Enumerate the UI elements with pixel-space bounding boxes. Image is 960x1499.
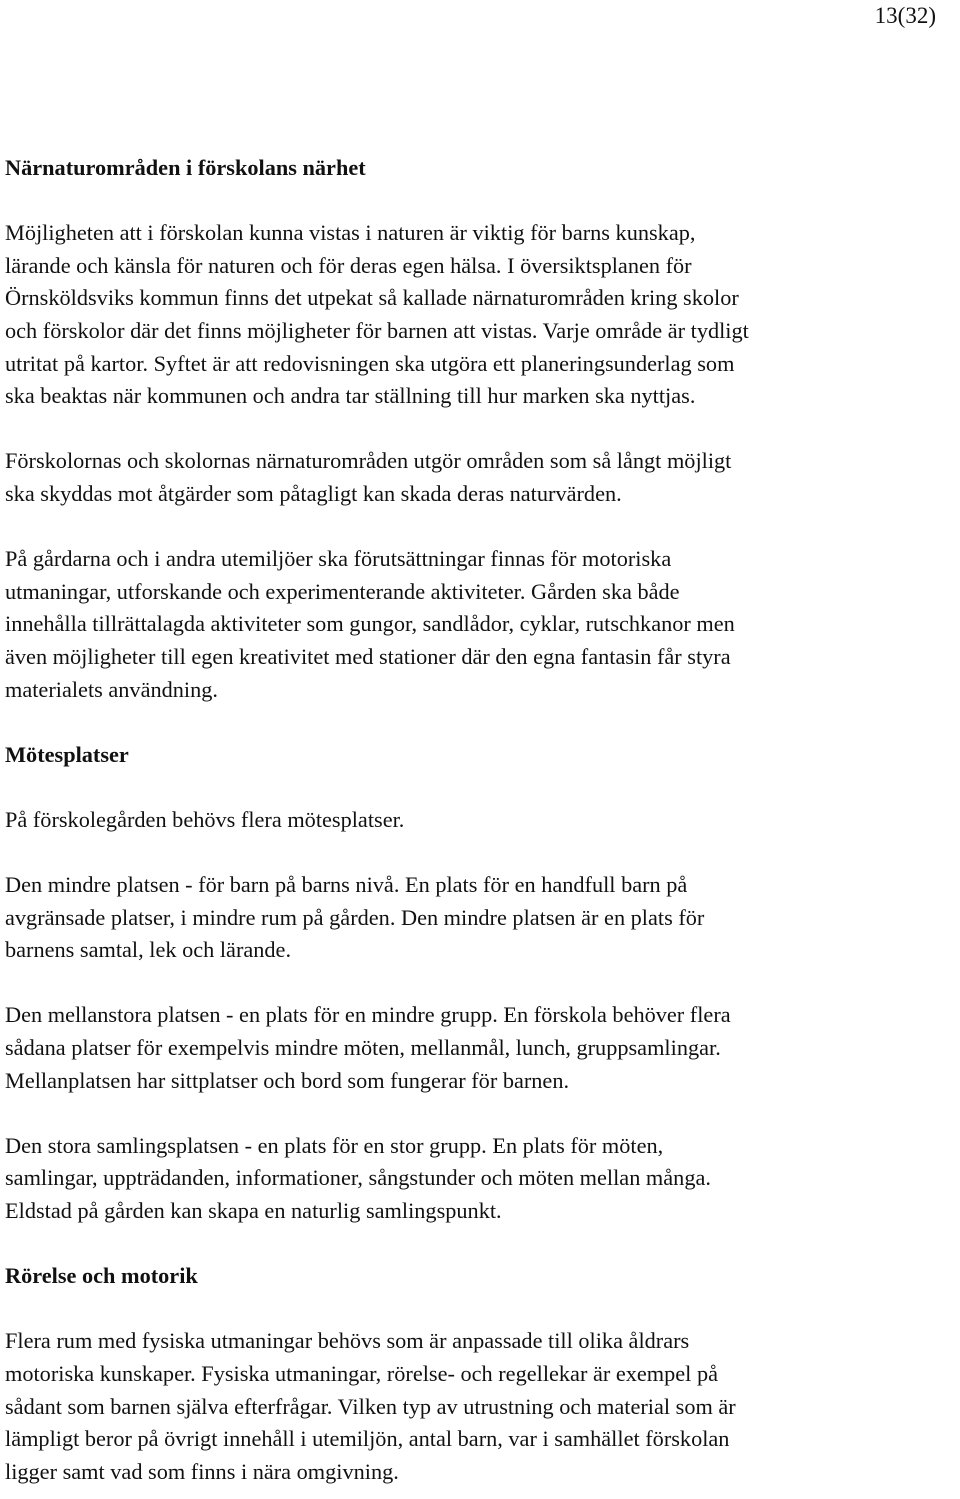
text-line: Den mellanstora platsen - en plats för en mindre grupp. En förskola behöver flera	[5, 1002, 731, 1028]
text-line: Den mindre platsen - för barn på barns nivå. En plats för en handfull barn på	[5, 872, 688, 898]
text-line: På förskolegården behövs flera mötesplatser.	[5, 806, 405, 832]
paragraph-mellanstora-platsen	[5, 999, 955, 1097]
text-line: lämpligt beror på övrigt innehåll i utemiljön, antal barn, var i samhället förskolan	[5, 1426, 730, 1452]
paragraph-stora-samlingsplatsen	[5, 1130, 955, 1228]
text-line: barnens samtal, lek och lärande.	[5, 937, 292, 963]
text-line: även möjligheter till egen kreativitet med stationer där den egna fantasin får styra	[5, 643, 731, 669]
text-line: Den stora samlingsplatsen - en plats för en stor grupp. En plats för möten,	[5, 1132, 664, 1158]
text-line: utritat på kartor. Syftet är att redovisningen ska utgöra ett planeringsunderlag som	[5, 350, 735, 376]
text-line: och förskolor där det finns möjligheter för barnen att vistas. Varje område är tydligt	[5, 317, 749, 343]
text-line: utmaningar, utforskande och experimenterande aktiviteter. Gården ska både	[5, 578, 680, 604]
text-line: Möjligheten att i förskolan kunna vistas i naturen är viktig för barns kunskap,	[5, 220, 696, 246]
text-line: Flera rum med fysiska utmaningar behövs som är anpassade till olika åldrars	[5, 1328, 690, 1354]
text-line: Örnsköldsviks kommun finns det utpekat så kallade närnaturområden kring skolor	[5, 285, 739, 311]
text-line: ska skyddas mot åtgärder som påtagligt kan skada deras naturvärden.	[5, 480, 622, 506]
heading-motesplatser: Mötesplatser	[5, 741, 129, 767]
text-line: På gårdarna och i andra utemiljöer ska förutsättningar finnas för motoriska	[5, 546, 672, 572]
text-line: ska beaktas när kommunen och andra tar ställning till hur marken ska nyttjas.	[5, 383, 696, 409]
text-line: Eldstad på gården kan skapa en naturlig samlingspunkt.	[5, 1198, 502, 1223]
text-line: sådant som barnen själva efterfrågar. Vilken typ av utrustning och material som är	[5, 1393, 736, 1419]
paragraph-skyddas	[5, 445, 955, 510]
text-line: motoriska kunskaper. Fysiska utmaningar, rörelse- och regellekar är exempel på	[5, 1360, 718, 1386]
text-line: avgränsade platser, i mindre rum på gården. Den mindre platsen är en plats för	[5, 904, 705, 930]
text-line: sådana platser för exempelvis mindre möten, mellanmål, lunch, gruppsamlingar.	[5, 1035, 721, 1061]
text-line: innehålla tillrättalagda aktiviteter som gungor, sandlådor, cyklar, rutschkanor men	[5, 611, 735, 637]
text-line: samlingar, uppträdanden, informationer, sångstunder och möten mellan många.	[5, 1165, 711, 1191]
page-number: 13(32)	[874, 3, 936, 28]
paragraph-gardarna	[5, 543, 955, 706]
paragraph-naturen	[5, 217, 955, 413]
text-line: lärande och känsla för naturen och för deras egen hälsa. I översiktsplanen för	[5, 252, 692, 278]
paragraph-mindre-platsen	[5, 869, 955, 967]
heading-rorelse-och-motorik: Rörelse och motorik	[5, 1263, 198, 1289]
text-line: materialets användning.	[5, 676, 218, 702]
heading-narnaturomraden: Närnaturområden i förskolans närhet	[5, 155, 366, 180]
paragraph-forskolegarden	[5, 804, 955, 837]
text-line: Förskolornas och skolornas närnaturområden utgör områden som så långt möjligt	[5, 448, 732, 474]
text-line: Mellanplatsen har sittplatser och bord som fungerar för barnen.	[5, 1067, 570, 1093]
paragraph-fysiska-utmaningar	[5, 1325, 955, 1488]
text-line: ligger samt vad som finns i nära omgivning.	[5, 1458, 399, 1484]
document-body	[5, 152, 955, 1488]
